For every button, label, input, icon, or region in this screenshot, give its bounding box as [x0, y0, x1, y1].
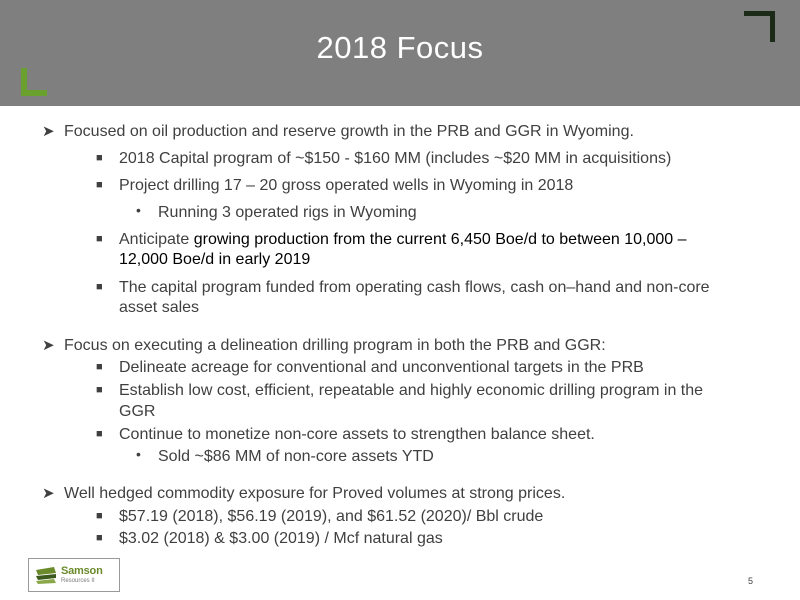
corner-bracket-bottom-left: [21, 68, 47, 96]
logo-subtitle: Resources II: [61, 578, 95, 584]
bullet-level2: Project drilling 17 – 20 gross operated wells in Wyoming in 2018: [119, 177, 574, 194]
square-bullet-icon: ■: [96, 384, 103, 396]
square-bullet-icon: ■: [96, 152, 103, 164]
bullet-level2: Continue to monetize non-core assets to strengthen balance sheet.: [119, 426, 595, 443]
dot-bullet-icon: •: [136, 446, 141, 462]
company-logo: [28, 558, 120, 592]
arrow-bullet-icon: ➤: [42, 123, 55, 140]
bullet-level2: [119, 230, 686, 250]
square-bullet-icon: ■: [96, 281, 103, 293]
bullet-level2-continuation: asset sales: [119, 299, 200, 316]
logo-name: Samson: [61, 565, 103, 577]
page-number: 5: [748, 576, 754, 586]
bullet-level3: Sold ~$86 MM of non-core assets YTD: [158, 448, 434, 465]
square-bullet-icon: ■: [96, 428, 103, 440]
square-bullet-icon: ■: [96, 510, 103, 522]
bullet-text-prefix: Anticipate: [119, 231, 194, 248]
square-bullet-icon: ■: [96, 233, 103, 245]
bullet-level1: Focused on oil production and reserve growth in the PRB and GGR in Wyoming.: [64, 123, 634, 140]
bullet-level2-continuation: GGR: [119, 403, 156, 420]
arrow-bullet-icon: ➤: [42, 337, 55, 354]
square-bullet-icon: ■: [96, 179, 103, 191]
square-bullet-icon: ■: [96, 532, 103, 544]
bullet-level2: 2018 Capital program of ~$150 - $160 MM (includes ~$20 MM in acquisitions): [119, 150, 672, 167]
bullet-text-emphasis: growing production from the current 6,450 Boe/d to between 10,000 –: [193, 231, 687, 248]
bullet-level2-continuation: 12,000 Boe/d in early 2019: [119, 251, 311, 268]
bullet-level2: $3.02 (2018) & $3.00 (2019) / Mcf natural gas: [119, 530, 443, 547]
slide-header: [0, 0, 800, 106]
slide-title: 2018 Focus: [316, 30, 484, 65]
bullet-level2: Establish low cost, efficient, repeatable and highly economic drilling program in the: [119, 382, 704, 399]
bullet-level1: Well hedged commodity exposure for Proved volumes at strong prices.: [64, 485, 566, 502]
bullet-level2: Delineate acreage for conventional and unconventional targets in the PRB: [119, 359, 644, 376]
bullet-level2: $57.19 (2018), $56.19 (2019), and $61.52 (2020)/ Bbl crude: [119, 508, 544, 525]
square-bullet-icon: ■: [96, 361, 103, 373]
arrow-bullet-icon: ➤: [42, 485, 55, 502]
bullet-level1: Focus on executing a delineation drilling program in both the PRB and GGR:: [64, 337, 606, 354]
logo-mark-icon: [34, 565, 58, 585]
bullet-level2: The capital program funded from operating cash flows, cash on–hand and non-core: [119, 279, 710, 296]
bullet-level3: Running 3 operated rigs in Wyoming: [158, 204, 417, 221]
corner-bracket-top-right: [744, 11, 775, 42]
dot-bullet-icon: •: [136, 202, 141, 218]
